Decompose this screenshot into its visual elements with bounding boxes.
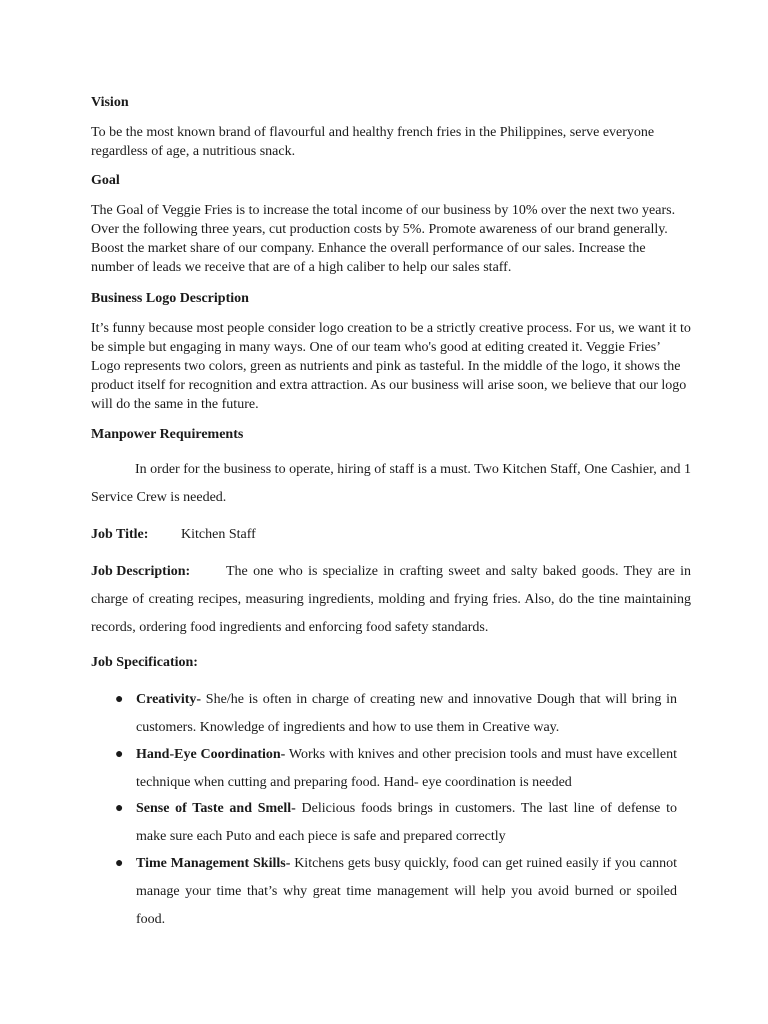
goal-text: The Goal of Veggie Fries is to increase the total income of our business by 10% over the next two years. Over the following three years, cut production costs by 5%. Promote awareness of our brand generally. Boost the market share of our company. Enhance the overall performance of our sales. Increase the number of leads we receive that are of a high caliber to help our sales staff. xyxy=(91,203,676,275)
spec-text: Delicious foods brings in customers. The last line of defense to make sure each Puto and each piece is safe and prepared correctly xyxy=(136,801,677,844)
job-title-line xyxy=(91,526,691,544)
spec-text: She/he is often in charge of creating new and innovative Dough that will bring in customers. Knowledge of ingredients and how to use them in Creative way. xyxy=(136,692,677,735)
job-specification-heading: Job Specification: xyxy=(91,655,198,670)
manpower-text: In order for the business to operate, hiring of staff is a must. Two Kitchen Staff, One Cashier, and 1 Service Crew is needed. xyxy=(91,462,691,505)
logo-heading: Business Logo Description xyxy=(91,291,249,306)
job-title-label: Job Title: xyxy=(91,527,149,542)
job-description xyxy=(91,558,691,642)
job-description-label: Job Description: xyxy=(91,564,191,579)
job-title-value: Kitchen Staff xyxy=(181,527,256,542)
spec-term: Time Management Skills- xyxy=(136,856,291,871)
bullet-icon: ● xyxy=(115,856,124,871)
bullet-icon: ● xyxy=(115,801,124,816)
spec-text: Kitchens gets busy quickly, food can get ruined easily if you cannot manage your time that’s why great time management will help you avoid burned or spoiled food. xyxy=(136,856,677,927)
logo-text: It’s funny because most people consider logo creation to be a strictly creative process. For us, we want it to be simple but engaging in many ways. One of our team who's good at editing created it. Veggie Fries’ Logo represents two colors, green as nutrients and pink as tasteful. In the middle of the logo, it shows the product itself for recognition and extra attraction. As our business will arise soon, we believe that our logo will do the same in the future. xyxy=(91,321,691,412)
vision-text: To be the most known brand of flavourful and healthy french fries in the Philippines, serve everyone regardless of age, a nutritious snack. xyxy=(91,125,655,159)
manpower-heading: Manpower Requirements xyxy=(91,427,244,442)
spec-text: Works with knives and other precision tools and must have excellent technique when cutting and preparing food. Hand- eye coordination is needed xyxy=(136,747,678,790)
spec-term: Creativity- xyxy=(136,692,202,707)
vision-heading: Vision xyxy=(91,95,129,110)
bullet-icon: ● xyxy=(115,692,124,707)
spec-term: Hand-Eye Coordination- xyxy=(136,747,286,762)
goal-heading: Goal xyxy=(91,173,120,188)
job-description-text: The one who is specialize in crafting sweet and salty baked goods. They are in charge of creating recipes, measuring ingredients, molding and frying fries. Also, do the tine maintaining records, ordering food ingredients and enforcing food safety standards. xyxy=(91,564,691,635)
spec-term: Sense of Taste and Smell- xyxy=(136,801,296,816)
bullet-icon: ● xyxy=(115,747,124,762)
